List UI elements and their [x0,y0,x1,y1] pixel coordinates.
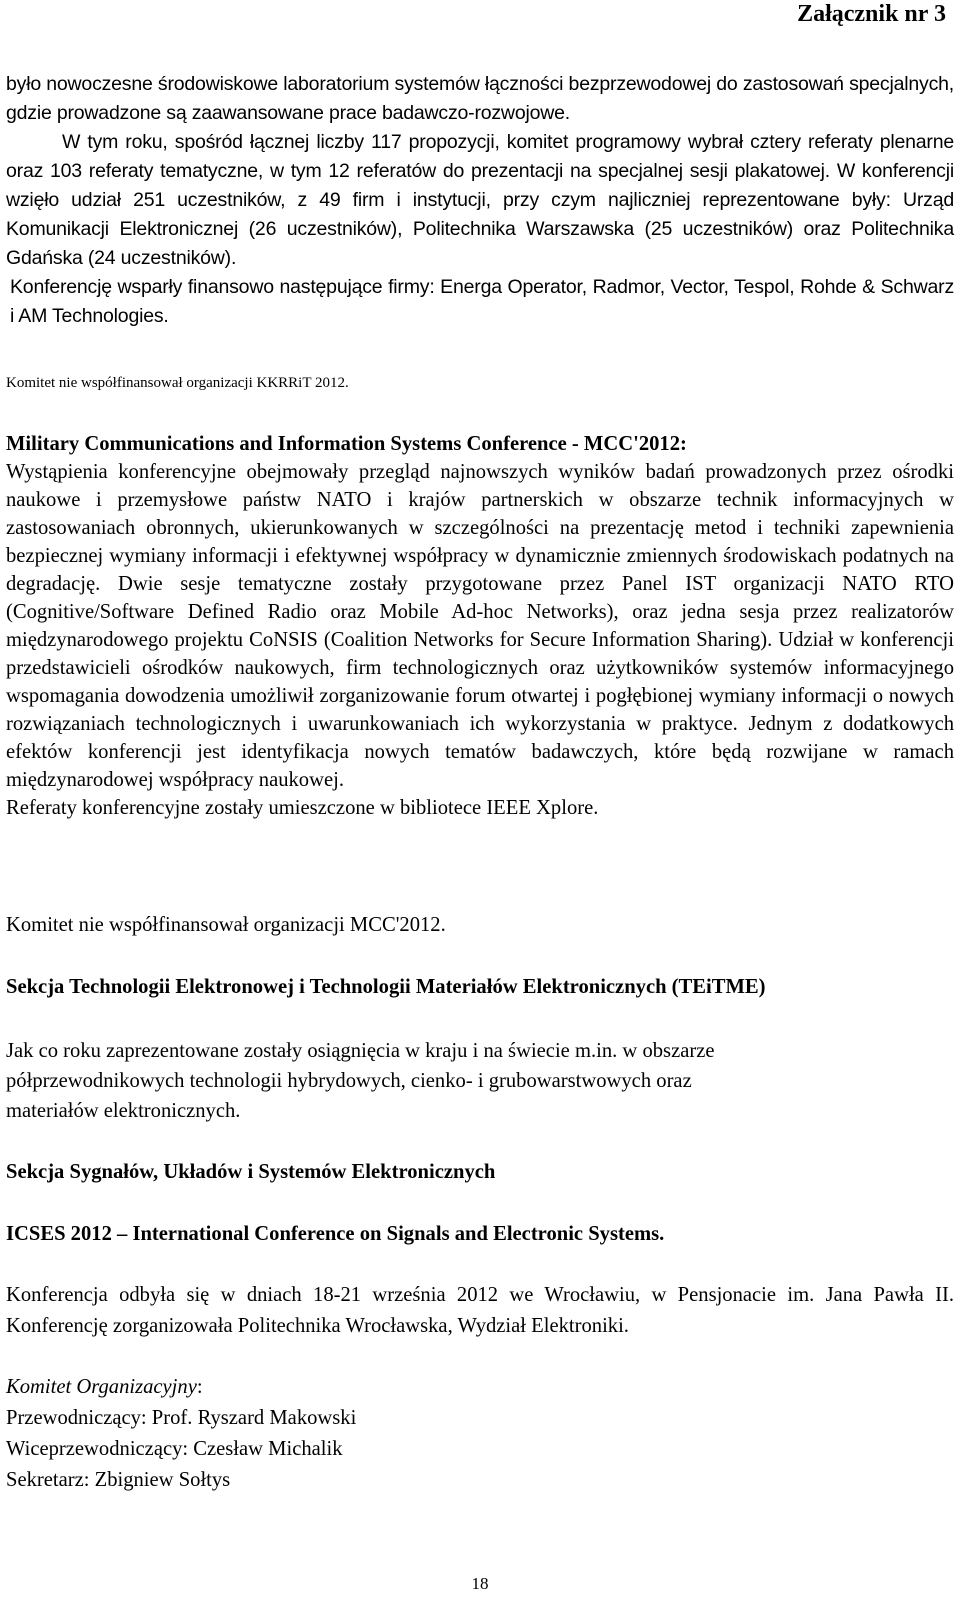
committee-secretary: Sekretarz: Zbigniew Sołtys [6,1469,231,1491]
mcc-financing-note: Komitet nie współfinansował organizacji MCC'2012. [6,914,446,936]
committee-colon: : [196,1376,203,1398]
intro-section [6,70,954,331]
committee-chair: Przewodniczący: Prof. Ryszard Makowski [6,1407,357,1429]
kkrrit-financing-note: Komitet nie współfinansował organizacji KKRRiT 2012. [6,375,349,391]
mcc-body: Wystąpienia konferencyjne obejmowały przegląd najnowszych wyników badań prowadzonych przez ośrodki naukowe i przemysłowe państw NATO i krajów partnerskich w obszarze technik informacyjnych w zastosowaniach obronnych, ukierunkowanych w szczególności na prezentację metod i techniki zapewnienia bezpiecznej wymiany informacji i efektywnej współpracy w dynamicznie zmiennych środowiskach podatnych na degradację. Dwie sesje tematyczne zostały przygotowane przez Panel IST organizacji NATO RTO (Cognitive/Software Defined Radio oraz Mobile Ad-hoc Networks), oraz jedna sesja przez realizatorów międzynarodowego projektu CoNSIS (Coalition Networks for Secure Information Sharing). Udział w konferencji przedstawicieli ośrodków naukowych, firm technologicznych oraz użytkowników systemów informacyjnego wspomagania dowodzenia umożliwił zorganizowanie forum otwartej i pogłębionej wymiany informacji o nowych rozwiązaniach technologicznych i uwarunkowaniach ich wykorzystania w praktyce. Jednym z dodatkowych efektów konferencji jest identyfikacja nowych tematów badawczych, które będą rozwijane w ramach międzynarodowej współpracy naukowej. [6,461,954,791]
teitme-text-line: półprzewodnikowych technologii hybrydowych, cienko- i grubowarstwowych oraz [6,1070,692,1092]
icses-heading: ICSES 2012 – International Conference on Signals and Electronic Systems. [6,1223,665,1245]
organizing-committee [6,1372,954,1496]
teitme-text-line: materiałów elektronicznych. [6,1100,241,1122]
intro-paragraph-statistics: W tym roku, spośród łącznej liczby 117 propozycji, komitet programowy wybrał cztery referaty plenarne oraz 103 referaty tematyczne, w tym 12 referatów do prezentacji na specjalnej sesji plakatowej. W konferencji wzięło udział 251 uczestników, z 49 firm i instytucji, przy czym najliczniej reprezentowane były: Urząd Komunikacji Elektronicznej (26 uczestników), Politechnika Warszawska (25 uczestników) oraz Politechnika Gdańska (24 uczestników). [6,131,954,269]
intro-paragraph-continuation: było nowoczesne środowiskowe laboratorium systemów łączności bezprzewodowej do zastosowań specjalnych, gdzie prowadzone są zaawansowane prace badawczo-rozwojowe. [6,73,954,124]
mcc-section [6,430,954,822]
page-number: 18 [471,1574,489,1593]
icses-body: Konferencja odbyła się w dniach 18-21 września 2012 we Wrocławiu, w Pensjonacie im. Jana Pawła II. Konferencję zorganizowała Politechnika Wrocławska, Wydział Elektroniki. [6,1284,954,1337]
committee-heading [6,1372,954,1403]
mcc-ieee-note: Referaty konferencyjne zostały umieszczone w bibliotece IEEE Xplore. [6,797,599,819]
mcc-title: Military Communications and Information Systems Conference - MCC'2012: [6,433,687,455]
teitme-text-line: Jak co roku zaprezentowane zostały osiągnięcia w kraju i na świecie m.in. w obszarze [6,1040,715,1062]
signals-section-heading: Sekcja Sygnałów, Układów i Systemów Elektronicznych [6,1161,496,1183]
committee-label: Komitet Organizacyjny [6,1376,197,1398]
committee-vice-chair: Wiceprzewodniczący: Czesław Michalik [6,1438,343,1460]
intro-paragraph-sponsors: Konferencję wsparły finansowo następujące firmy: Energa Operator, Radmor, Vector, Tespol, Rohde & Schwarz i AM Technologies. [10,276,954,327]
annex-label: Załącznik nr 3 [797,1,946,27]
teitme-heading: Sekcja Technologii Elektronowej i Technologii Materiałów Elektronicznych (TEiTME) [6,976,766,998]
teitme-text [6,1036,954,1126]
